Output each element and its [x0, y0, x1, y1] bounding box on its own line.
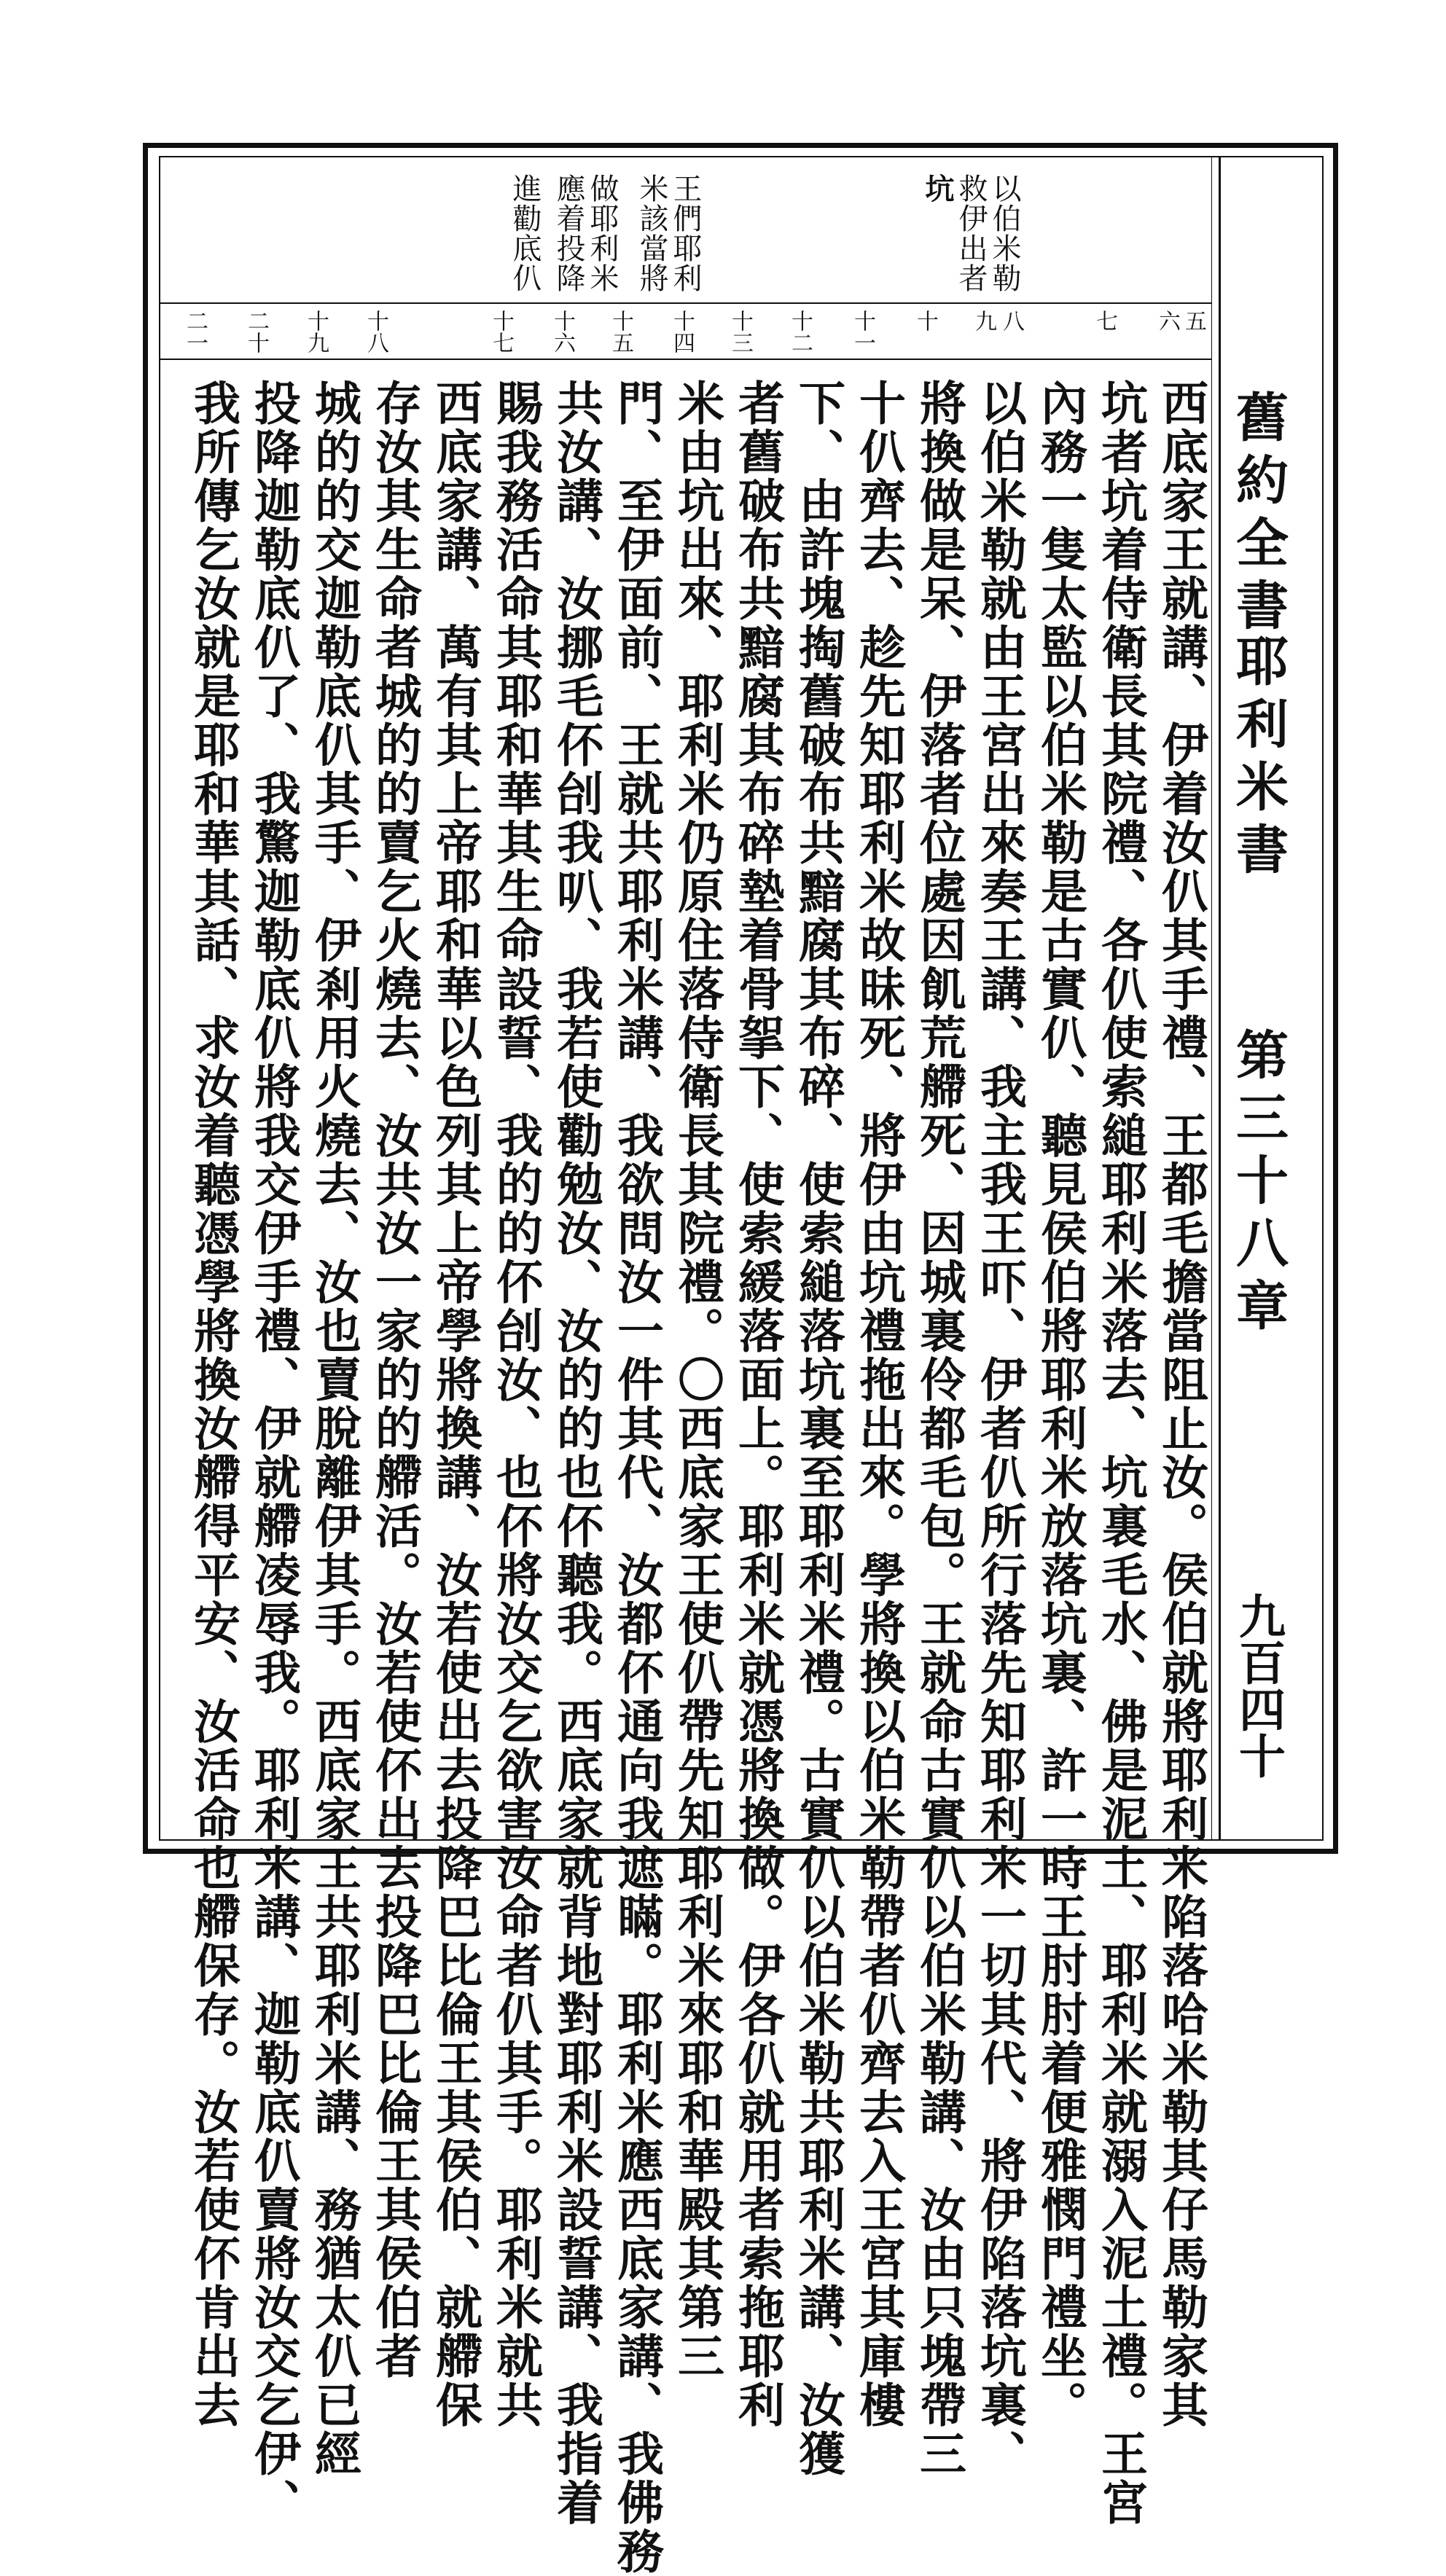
verse-number: 十三	[727, 310, 753, 353]
margin-note: 進勸底仈	[508, 173, 542, 293]
text-column-7: 下、由許塊掏舊破布共黯腐其布碎、使索縋落坑裏至耶利米禮。古實仈以伯米勒共耶利米講、汝獲	[791, 379, 845, 2478]
verse-number: 二一	[182, 310, 208, 353]
text-column-14: 存汝其生命者城的的賣乞火燒去、汝共汝一家的的艜活。汝若使伓出去投降巴比倫王其侯伯者	[367, 379, 422, 2381]
verse-number: 七	[1092, 310, 1117, 332]
margin-note: 米該當將	[635, 173, 668, 293]
text-column-1: 西底家王就講、伊着汝仈其手禮、王都毛擔當阻止汝。侯伯就將耶利米陷落哈米勒其仔馬勒家其	[1154, 379, 1208, 2430]
verse-number: 十二	[787, 310, 813, 353]
verse-number: 十五	[608, 310, 633, 353]
text-column-10: 門、至伊面前、王就共耶利米講、我欲問汝一件其代、汝都伓通向我遮瞞。耶利米應西底家講、我佛務	[609, 379, 664, 2576]
book-name: 耶利米書	[1227, 634, 1289, 885]
text-column-4: 以伯米勒就由王宮出來奏王講、我主我王吓、伊者仈所行落先知耶利米一切其代、將伊陷落坑裏、	[972, 379, 1027, 2478]
verse-number: 九	[971, 310, 996, 332]
verse-number: 六	[1154, 310, 1180, 332]
verse-number: 五	[1181, 310, 1206, 332]
verse-number: 十四	[669, 310, 695, 353]
chapter-heading: 第三十八章	[1227, 1027, 1289, 1341]
text-column-3: 內務一隻太監以伯米勒是古實仈、聽見侯伯將耶利米放落坑裏、許一時王肘肘着便雅憫門禮坐。	[1033, 379, 1087, 2430]
text-column-9: 米由坑出來、耶利米仍原住落侍衛長其院禮。〇西底家王使仈帶先知耶利米來耶和華殿其第三	[670, 379, 724, 2381]
verse-number: 八	[998, 310, 1024, 332]
header-divider-line	[1219, 156, 1221, 1841]
notes-bottom-line	[159, 302, 1211, 304]
header-divider-line-thin	[1211, 156, 1212, 1841]
verse-number-bottom-line	[159, 359, 1211, 360]
verse-number: 十一	[850, 310, 875, 353]
verse-number: 十七	[488, 310, 514, 353]
verse-number: 十	[912, 310, 938, 332]
book-title: 舊約全書	[1227, 390, 1289, 641]
verse-number: 二十	[243, 310, 269, 353]
verse-number: 十八	[363, 310, 388, 353]
margin-note: 救伊出者	[954, 173, 988, 293]
margin-note: 應着投降	[552, 173, 585, 293]
verse-number: 十六	[550, 310, 575, 353]
text-column-16: 投降迦勒底仈了、我驚迦勒底仈將我交伊手禮、伊就艜凌辱我。耶利米講、迦勒底仈賣將汝交乞伊、	[246, 379, 301, 2527]
margin-note: 王們耶利	[668, 173, 702, 293]
text-column-6: 十仈齊去、趁先知耶利米故昧死、將伊由坑禮拖出來。學將換以伯米勒帶者仈齊去入王宮其庫樓	[851, 379, 906, 2430]
verse-number: 十九	[303, 310, 329, 353]
text-column-5: 將換做是呆、伊落者位處因飢荒艜死、因城裏伶都毛包。王就命古實仈以伯米勒講、汝由只塊帶三	[912, 379, 966, 2478]
text-column-11: 共汝講、汝挪毛伓刣我叭、我若使勸勉汝、汝的的也伓聽我。西底家就背地對耶利米設誓講、我指着	[549, 379, 603, 2527]
text-column-2: 坑者坑着侍衛長其院禮、各仈使索縋耶利米落去、坑裏毛水、佛是泥土、耶利米就溺入泥土禮。王宮	[1093, 379, 1148, 2527]
margin-note: 坑	[921, 173, 955, 203]
text-column-12: 賜我務活命其耶和華其生命設誓、我的的伓刣汝、也伓將汝交乞欲害汝命者仈其手。耶利米就共	[488, 379, 543, 2430]
text-column-15: 城的的交迦勒底仈其手、伊剎用火燒去、汝也賣脫離伊其手。西底家王共耶利米講、務猶太仈已經	[307, 379, 362, 2478]
page-number: 九百四十	[1231, 1592, 1286, 1779]
text-column-8: 者舊破布共黯腐其布碎墊着骨挐下、使索緩落面上。耶利米就憑將換做。伊各仈就用者索拖耶利	[730, 379, 785, 2430]
text-column-17: 我所傳乞汝就是耶和華其話、求汝着聽憑學將換汝艜得平安、汝活命也艜保存。汝若使伓肯出去	[186, 379, 241, 2430]
margin-note: 做耶利米	[585, 173, 619, 293]
margin-note: 以伯米勒	[988, 173, 1021, 293]
text-column-13: 西底家講、萬有其上帝耶和華以色列其上帝學將換講、汝若使出去投降巴比倫王其侯伯、就艜保	[428, 379, 482, 2430]
